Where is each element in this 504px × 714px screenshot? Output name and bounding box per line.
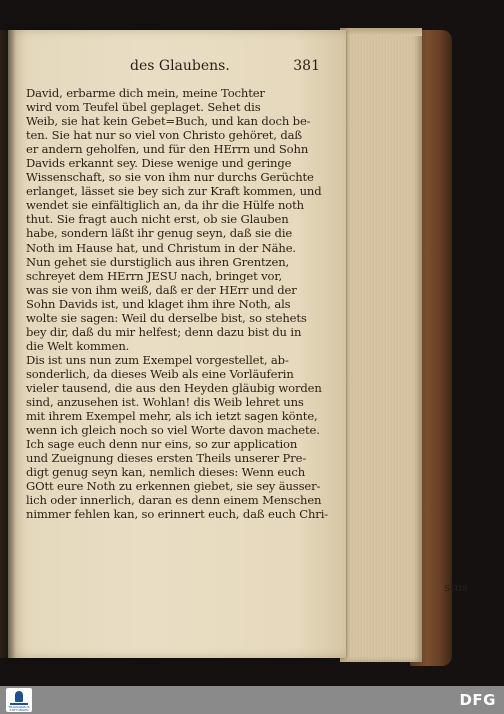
text-line: Ich sage euch denn nur eins, so zur application (26, 437, 298, 452)
text-line: sind, anzusehen ist. Wohlan! dis Weib lehret uns (26, 395, 304, 410)
page-stack-top (340, 28, 422, 36)
text-line: Davids erkannt sey. Diese wenige und geringe (26, 156, 292, 171)
page-header (130, 58, 320, 80)
page-number: 381 (293, 58, 320, 74)
text-line: Weib, sie hat kein Gebet=Buch, und kan doch be- (26, 114, 311, 129)
text-line: Nun gehet sie durstiglich aus ihren Grentzen, (26, 254, 290, 269)
text-line: bey dir, daß du mir helfest; denn dazu bist du in (26, 324, 302, 339)
text-line: lich oder innerlich, daran es denn einem Menschen (26, 493, 322, 508)
catchword: stus (443, 580, 468, 594)
page-text (26, 86, 329, 522)
text-line: nimmer fehlen kan, so erinnert euch, daß euch Chri- (26, 507, 329, 522)
text-line: die Welt kommen. (26, 338, 130, 353)
text-line: mit ihrem Exempel mehr, als ich ietzt sagen könte, (26, 409, 318, 424)
text-line: habe, sondern läßt ihr genug seyn, daß sie die (26, 226, 293, 241)
text-line: wolte sie sagen: Weil du derselbe bist, so stehets (26, 310, 307, 325)
text-line: Noth im Hause hat, und Christum in der Nähe. (26, 240, 296, 255)
text-line: GOtt eure Noth zu erkennen giebet, sie sey äusser- (26, 479, 321, 494)
text-line: schreyet dem HErrn JESU nach, bringet vor, (26, 268, 283, 283)
library-logo-text: TRANSKRIBUS STIFTUNGEN (8, 705, 30, 712)
text-line: erlanget, lässet sie bey sich zur Kraft kommen, und (26, 184, 322, 199)
page-stack-edge (340, 28, 422, 662)
text-line: wird vom Teufel übel geplaget. Sehet dis (26, 100, 261, 115)
running-title: des Glaubens. (130, 58, 230, 74)
viewer-footer-bar (0, 686, 504, 714)
text-line: vieler tausend, die aus den Heyden gläubig worden (26, 380, 322, 395)
text-line: David, erbarme dich mein, meine Tochter (26, 86, 265, 100)
text-line: wenn ich gleich noch so viel Worte davon machete. (26, 423, 320, 438)
text-line: er andern geholfen, und für den HErrn und Sohn (26, 142, 309, 157)
text-line: Wissenschaft, so sie von ihm nur durchs Gerüchte (26, 170, 314, 185)
text-line: ten. Sie hat nur so viel von Christo gehöret, daß (26, 128, 303, 143)
text-line: und Zueignung dieses ersten Theils unserer Pre- (26, 451, 307, 466)
text-line: wendet sie einfältiglich an, da ihr die Hülfe noth (26, 198, 304, 213)
text-line: sonderlich, da dieses Weib als eine Vorläuferin (26, 366, 294, 381)
dfg-logo[interactable]: DFG (459, 691, 496, 709)
spine-shadow (0, 30, 16, 658)
text-line: Sohn Davids ist, und klaget ihm ihre Noth, als (26, 296, 291, 311)
library-logo-icon[interactable] (6, 688, 32, 712)
text-line: digt genug seyn kan, nemlich dieses: Wenn euch (26, 465, 306, 480)
text-line: was sie von ihm weiß, daß er der HErr und der (26, 282, 297, 297)
text-line: thut. Sie fragt auch nicht erst, ob sie Glauben (26, 212, 289, 227)
text-line: Dis ist uns nun zum Exempel vorgestellet, ab- (26, 352, 289, 367)
